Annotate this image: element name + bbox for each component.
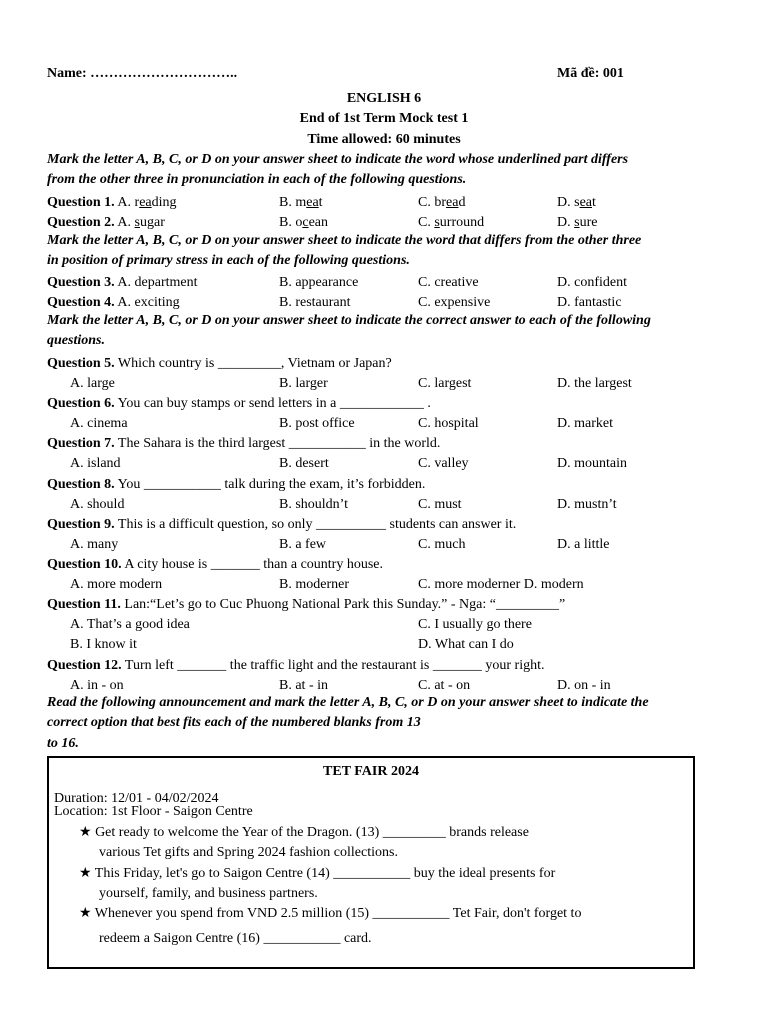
option-a: A. island	[70, 456, 121, 471]
option-d: D. seat	[557, 195, 596, 210]
question-10: Question 10. A city house is _______ than a country house.	[47, 557, 383, 572]
time-allowed: Time allowed: 60 minutes	[307, 132, 461, 147]
option-a: A. sugar	[117, 215, 165, 230]
bullet-2: ★ This Friday, let's go to Saigon Centre (14) ___________ buy the ideal presents for	[79, 866, 556, 881]
announcement-title: TET FAIR 2024	[323, 764, 419, 779]
option-b: B. shouldn’t	[279, 497, 348, 512]
option-b: B. I know it	[70, 637, 137, 652]
option-c: C. largest	[418, 376, 472, 391]
option-a: A. That’s a good idea	[70, 617, 190, 632]
exam-title: End of 1st Term Mock test 1	[299, 111, 469, 126]
option-b: B. moderner	[279, 577, 349, 592]
question-6: Question 6. You can buy stamps or send letters in a ____________ .	[47, 396, 431, 411]
question-label: Question 2.	[47, 215, 115, 230]
option-c: C. creative	[418, 275, 479, 290]
option-c: C. much	[418, 537, 466, 552]
option-d: D. confident	[557, 275, 627, 290]
option-b: B. restaurant	[279, 295, 351, 310]
section4-instruction-cont: correct option that best fits each of the numbered blanks from 13	[47, 715, 421, 730]
option-b: B. post office	[279, 416, 355, 431]
option-d: D. the largest	[557, 376, 632, 391]
option-a: A. many	[70, 537, 119, 552]
announcement-box	[47, 756, 695, 969]
option-d: D. mustn’t	[557, 497, 617, 512]
bullet-1: ★ Get ready to welcome the Year of the Dragon. (13) _________ brands release	[79, 825, 529, 840]
section2-instruction-cont: in position of primary stress in each of the following questions.	[47, 253, 410, 268]
name-label: Name: …………………………..	[47, 66, 238, 81]
option-b: B. ocean	[279, 215, 328, 230]
option-d: D. market	[557, 416, 613, 431]
star-icon: ★	[79, 906, 92, 921]
bullet-1-cont: various Tet gifts and Spring 2024 fashion collections.	[99, 845, 398, 860]
star-icon: ★	[79, 866, 92, 881]
question-8: Question 8. You ___________ talk during the exam, it’s forbidden.	[47, 477, 426, 492]
section4-instruction: Read the following announcement and mark the letter A, B, C, or D on your answer sheet to indicate the	[47, 695, 649, 710]
announcement-duration: Duration: 12/01 - 04/02/2024	[54, 791, 219, 806]
section1-instruction: Mark the letter A, B, C, or D on your answer sheet to indicate the word whose underlined part differs	[47, 152, 629, 167]
option-c: C. bread	[418, 195, 466, 210]
option-d: D. mountain	[557, 456, 627, 471]
question-12: Question 12. Turn left _______ the traffic light and the restaurant is _______ your right.	[47, 658, 545, 673]
section2-instruction: Mark the letter A, B, C, or D on your answer sheet to indicate the word that differs from the other three	[47, 233, 642, 248]
section3-instruction: Mark the letter A, B, C, or D on your answer sheet to indicate the correct answer to each of the following	[47, 313, 651, 328]
exam-subject: ENGLISH 6	[346, 91, 422, 106]
option-a: A. cinema	[70, 416, 128, 431]
section4-instruction-end: to 16.	[47, 736, 79, 751]
question-5: Question 5. Which country is _________, Vietnam or Japan?	[47, 356, 392, 371]
exam-code: Mã đề: 001	[557, 66, 624, 81]
option-c: C. surround	[418, 215, 485, 230]
option-d: D. sure	[557, 215, 598, 230]
option-c: C. hospital	[418, 416, 479, 431]
option-a: A. should	[70, 497, 125, 512]
option-b: B. larger	[279, 376, 328, 391]
option-b: B. at - in	[279, 678, 328, 693]
bullet-2-cont: yourself, family, and business partners.	[99, 886, 318, 901]
bullet-3: ★ Whenever you spend from VND 2.5 million (15) ___________ Tet Fair, don't forget to	[79, 906, 582, 921]
question-label: Question 1.	[47, 195, 115, 210]
option-c-d: C. more moderner D. modern	[418, 577, 584, 592]
option-b: B. appearance	[279, 275, 359, 290]
section1-instruction-cont: from the other three in pronunciation in each of the following questions.	[47, 172, 467, 187]
option-b: B. meat	[279, 195, 323, 210]
option-a: A. large	[70, 376, 115, 391]
option-c: C. at - on	[418, 678, 471, 693]
option-d: D. What can I do	[418, 637, 514, 652]
star-icon: ★	[79, 825, 92, 840]
option-c: C. expensive	[418, 295, 491, 310]
bullet-3-cont: redeem a Saigon Centre (16) ___________ card.	[99, 931, 372, 946]
option-c: C. valley	[418, 456, 469, 471]
option-a: A. reading	[117, 195, 177, 210]
option-d: D. fantastic	[557, 295, 622, 310]
question-3: Question 3. A. department	[47, 275, 198, 290]
question-2	[47, 214, 165, 232]
option-a: A. more modern	[70, 577, 163, 592]
question-9: Question 9. This is a difficult question, so only __________ students can answer it.	[47, 517, 517, 532]
option-c: C. must	[418, 497, 462, 512]
option-a: A. in - on	[70, 678, 124, 693]
option-b: B. a few	[279, 537, 327, 552]
question-1	[47, 194, 177, 212]
option-b: B. desert	[279, 456, 329, 471]
question-11: Question 11. Lan:“Let’s go to Cuc Phuong National Park this Sunday.” - Nga: “_________”	[47, 597, 566, 612]
announcement-location: Location: 1st Floor - Saigon Centre	[54, 804, 253, 819]
question-7: Question 7. The Sahara is the third largest ___________ in the world.	[47, 436, 441, 451]
option-d: D. on - in	[557, 678, 611, 693]
question-4: Question 4. A. exciting	[47, 295, 180, 310]
section3-instruction-cont: questions.	[47, 333, 105, 348]
option-c: C. I usually go there	[418, 617, 532, 632]
option-d: D. a little	[557, 537, 610, 552]
